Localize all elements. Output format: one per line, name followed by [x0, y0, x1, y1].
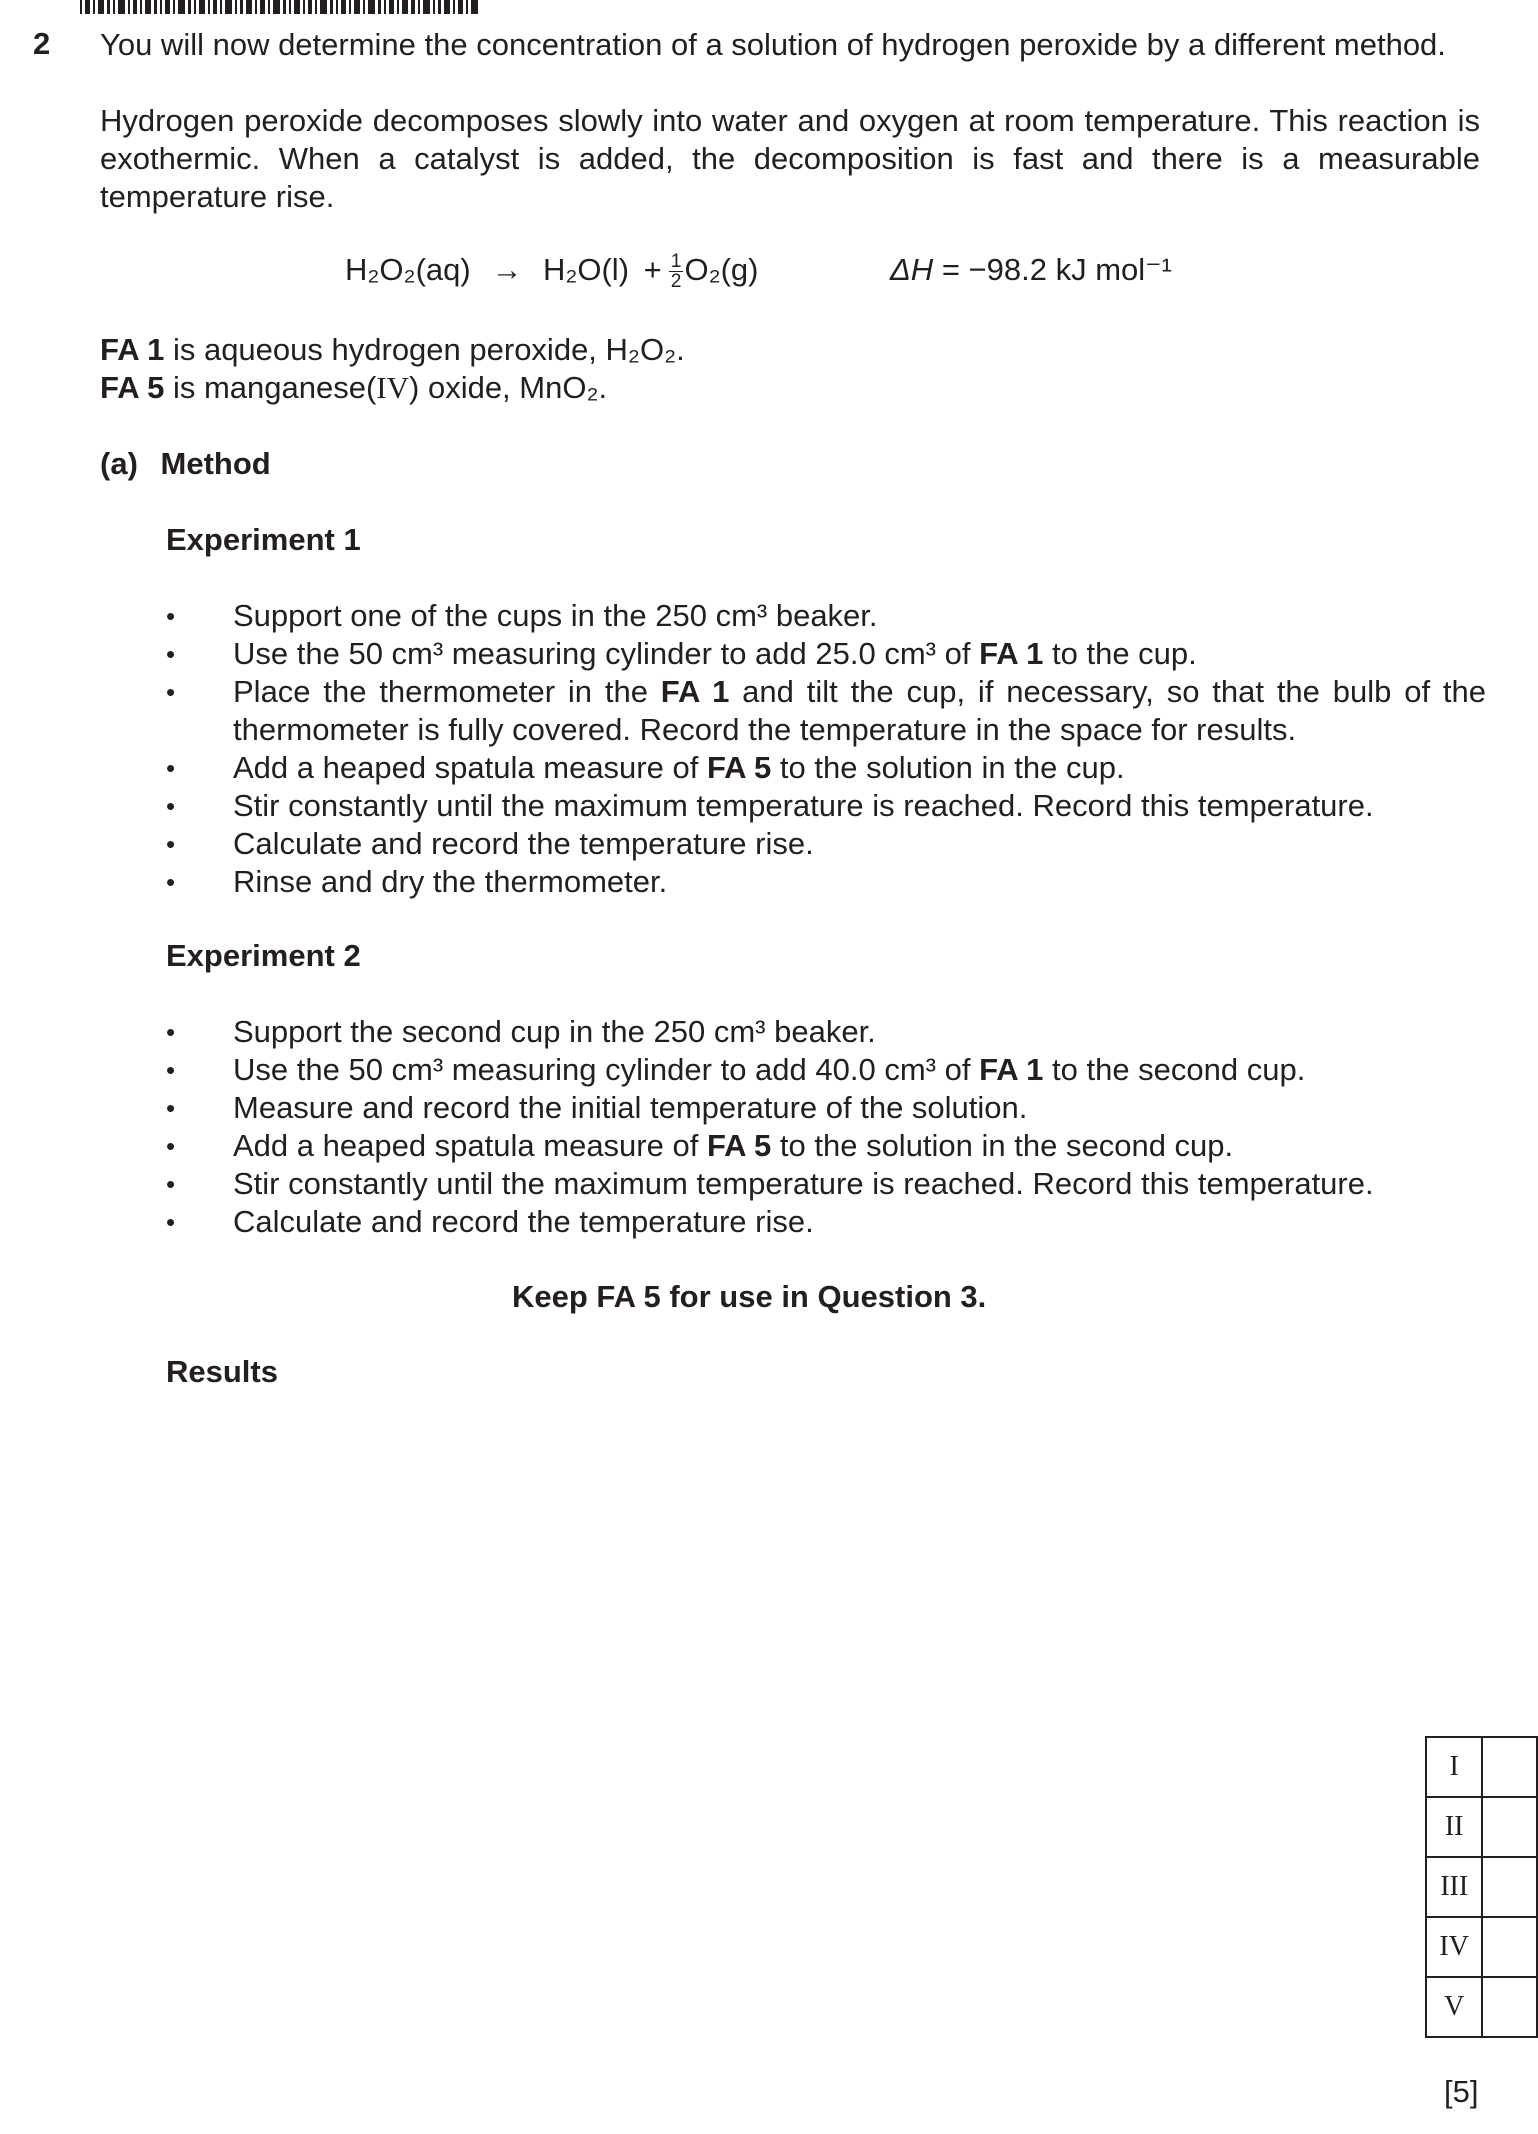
equation-product-2: O₂(g) — [684, 252, 759, 287]
table-row — [1426, 1917, 1537, 1977]
definition-text: is aqueous hydrogen peroxide, H₂O₂. — [172, 332, 685, 367]
definition-text: is manganese( — [172, 370, 377, 405]
definition-label: FA 1 — [100, 332, 165, 367]
equation-plus: + — [643, 252, 662, 287]
results-answer-space[interactable] — [166, 1400, 1406, 2040]
list-item: • Add a heaped spatula measure of FA 5 to the solution in the cup. — [166, 749, 1486, 787]
list-item: • Use the 50 cm³ measuring cylinder to add 25.0 cm³ of FA 1 to the cup. — [166, 635, 1486, 673]
part-a-heading — [100, 445, 271, 483]
reagent-label: FA 5 — [706, 1128, 772, 1163]
list-item: • Support the second cup in the 250 cm³ beaker. — [166, 1013, 1486, 1051]
equation-product-1: H₂O(l) — [542, 252, 630, 287]
list-item: • Support one of the cups in the 250 cm³ beaker. — [166, 597, 1486, 635]
table-row — [1426, 1737, 1537, 1797]
list-item: • Stir constantly until the maximum temperature is reached. Record this temperature. — [166, 787, 1486, 825]
barcode — [80, 0, 481, 14]
marks-total: [5] — [1444, 2074, 1479, 2109]
experiment-2-heading: Experiment 2 — [166, 938, 361, 973]
mark-box — [1482, 1737, 1537, 1797]
question-number: 2 — [33, 26, 51, 61]
table-row — [1426, 1857, 1537, 1917]
definition-fa1 — [100, 331, 685, 369]
half-fraction — [669, 252, 684, 291]
mark-box-label: I — [1426, 1737, 1482, 1797]
part-label: (a) — [100, 446, 138, 481]
mark-box — [1482, 1857, 1537, 1917]
enthalpy-symbol: ΔH — [890, 252, 934, 287]
definition-fa5 — [100, 369, 607, 407]
mark-box-label: V — [1426, 1977, 1482, 2037]
table-row — [1426, 1797, 1537, 1857]
results-heading: Results — [166, 1354, 278, 1389]
mark-box-label: III — [1426, 1857, 1482, 1917]
experiment-1-heading: Experiment 1 — [166, 522, 361, 557]
enthalpy-change — [890, 252, 1172, 288]
mark-box-label: IV — [1426, 1917, 1482, 1977]
reagent-label: FA 1 — [660, 674, 730, 709]
reagent-label: FA 1 — [979, 1052, 1044, 1087]
reagent-label: FA 5 — [706, 750, 772, 785]
equation-arrow: → — [491, 252, 523, 287]
mark-box — [1482, 1917, 1537, 1977]
part-title: Method — [160, 446, 271, 481]
list-item: • Stir constantly until the maximum temperature is reached. Record this temperature. — [166, 1165, 1486, 1203]
equation-reactant: H₂O₂(aq) — [345, 252, 471, 287]
question-intro: You will now determine the concentration of a solution of hydrogen peroxide by a different method. — [100, 27, 1446, 62]
mark-box — [1482, 1797, 1537, 1857]
list-item: • Calculate and record the temperature rise. — [166, 1203, 1486, 1241]
keep-note: Keep FA 5 for use in Question 3. — [512, 1279, 987, 1314]
list-item: • Calculate and record the temperature rise. — [166, 825, 1486, 863]
mark-boxes — [1425, 1736, 1538, 2038]
list-item: • Use the 50 cm³ measuring cylinder to add 40.0 cm³ of FA 1 to the second cup. — [166, 1051, 1486, 1089]
list-item: • Add a heaped spatula measure of FA 5 to the solution in the second cup. — [166, 1127, 1486, 1165]
experiment-2-steps — [166, 1013, 1486, 1241]
intro-paragraph: Hydrogen peroxide decomposes slowly into water and oxygen at room temperature. This reaction is exothermic. When a catalyst is added, the decomposition is fast and there is a measurable temperature rise. — [100, 103, 1480, 214]
mark-box-label: II — [1426, 1797, 1482, 1857]
experiment-1-steps — [166, 597, 1486, 901]
list-item: • Place the thermometer in the FA 1 and tilt the cup, if necessary, so that the bulb of the thermometer is fully covered. Record the temperature in the space for results. — [166, 673, 1486, 749]
reaction-equation — [345, 252, 759, 292]
definition-label: FA 5 — [100, 370, 165, 405]
oxidation-state: IV — [376, 370, 410, 405]
list-item: • Rinse and dry the thermometer. — [166, 863, 1486, 901]
list-item: • Measure and record the initial temperature of the solution. — [166, 1089, 1486, 1127]
reagent-label: FA 1 — [979, 636, 1044, 671]
fraction-denominator: 2 — [670, 271, 682, 293]
fraction-numerator: 1 — [670, 251, 682, 273]
definition-text-end: ) oxide, MnO₂. — [409, 370, 608, 405]
table-row — [1426, 1977, 1537, 2037]
enthalpy-value: = −98.2 kJ mol⁻¹ — [941, 252, 1172, 287]
mark-box — [1482, 1977, 1537, 2037]
